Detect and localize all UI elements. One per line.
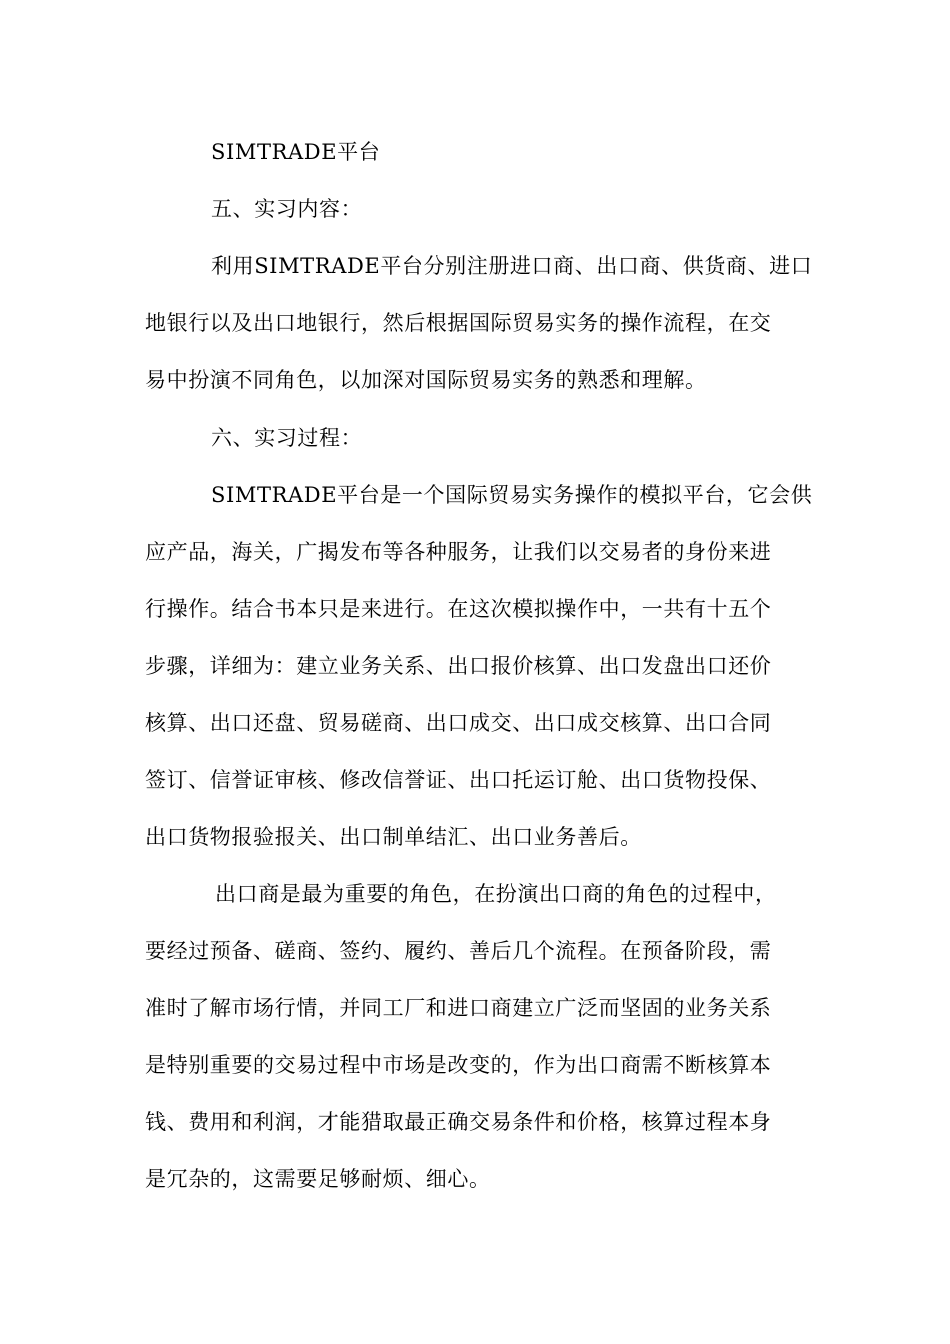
text-line-3: 利用SIMTRADE平台分别注册进口商、出口商、供货商、进口	[211, 254, 813, 278]
text-line-14: 出口商是最为重要的角色，在扮演出口商的角色的过程中，	[215, 882, 777, 906]
text-line-16: 准时了解市场行情，并同工厂和进口商建立广泛而坚固的业务关系	[145, 996, 772, 1020]
text-line-17: 是特别重要的交易过程中市场是改变的，作为出口商需不断核算本	[145, 1053, 772, 1077]
text-line-15: 要经过预备、磋商、签约、履约、善后几个流程。在预备阶段，需	[145, 939, 772, 963]
text-line-11: 核算、出口还盘、贸易磋商、出口成交、出口成交核算、出口合同	[145, 711, 772, 735]
text-line-19: 是冗杂的，这需要足够耐烦、细心。	[145, 1167, 491, 1191]
text-line-13: 出口货物报验报关、出口制单结汇、出口业务善后。	[145, 825, 642, 849]
text-line-8: 应产品，海关，广揭发布等各种服务，让我们以交易者的身份来进	[145, 540, 772, 564]
text-line-1: SIMTRADE平台	[211, 140, 381, 164]
text-line-9: 行操作。结合书本只是来进行。在这次模拟操作中，一共有十五个	[145, 597, 772, 621]
text-line-5: 易中扮演不同角色，以加深对国际贸易实务的熟悉和理解。	[145, 368, 707, 392]
section-heading-5: 五、实习内容：	[211, 197, 363, 221]
text-line-7: SIMTRADE平台是一个国际贸易实务操作的模拟平台，它会供	[211, 483, 813, 507]
text-line-10: 步骤，详细为：建立业务关系、出口报价核算、出口发盘出口还价	[145, 654, 772, 678]
text-line-18: 钱、费用和利润，才能猎取最正确交易条件和价格，核算过程本身	[145, 1110, 772, 1134]
text-line-4: 地银行以及出口地银行，然后根据国际贸易实务的操作流程，在交	[145, 311, 772, 335]
text-line-12: 签订、信誉证审核、修改信誉证、出口托运订舱、出口货物投保、	[145, 768, 772, 792]
section-heading-6: 六、实习过程：	[211, 426, 363, 450]
